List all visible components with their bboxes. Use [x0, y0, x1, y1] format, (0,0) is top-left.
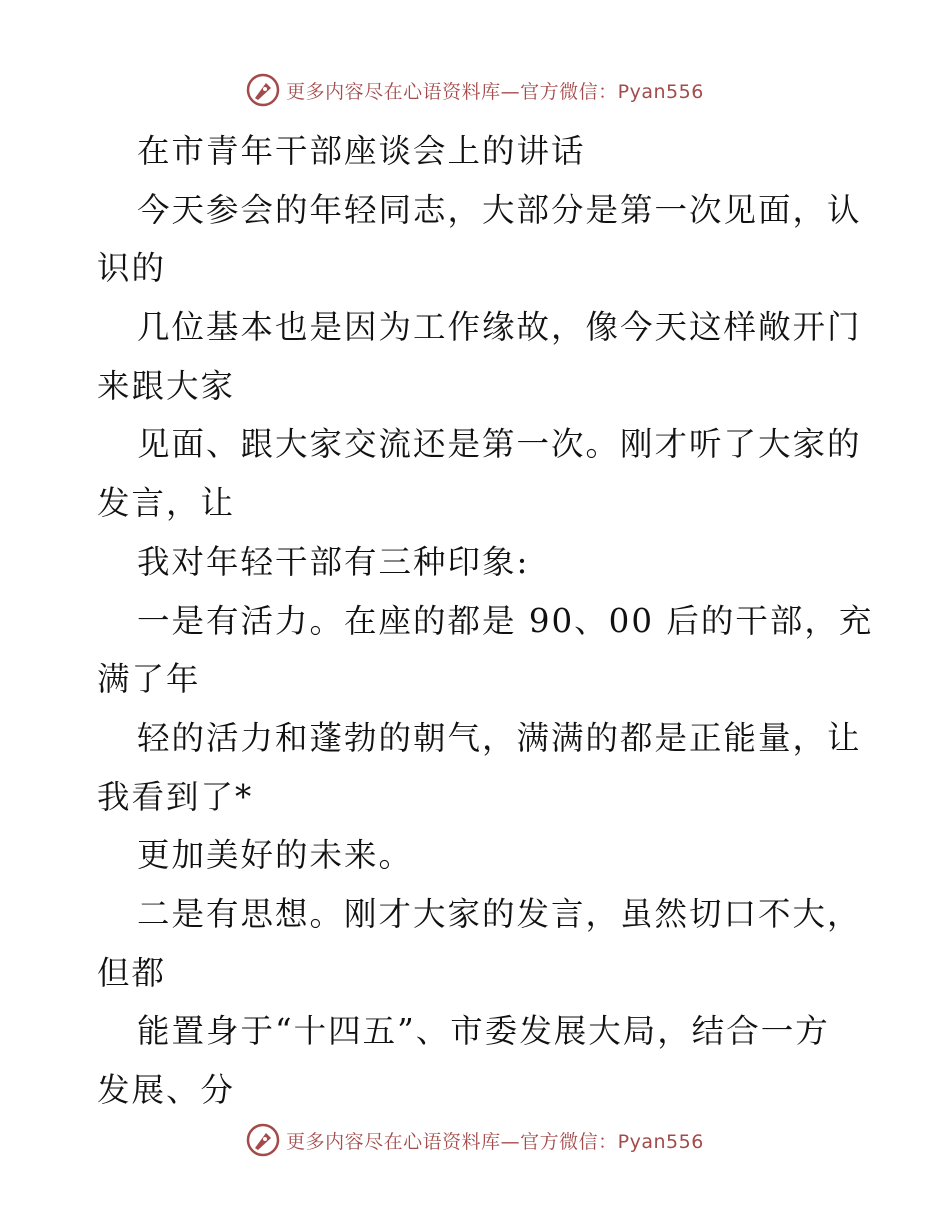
pen-nib-logo-icon: [246, 73, 280, 107]
pen-nib-logo-icon: [246, 1123, 280, 1157]
paragraph-line: 我看到了*: [97, 777, 254, 816]
paragraph-line: 更加美好的未来。: [137, 836, 414, 875]
paragraph-line: 见面、跟大家交流还是第一次。刚才听了大家的: [137, 425, 862, 464]
paragraph-line: 识的: [97, 249, 167, 288]
paragraph-line: 但都: [97, 953, 167, 992]
paragraph-line: 轻的活力和蓬勃的朝气，满满的都是正能量，让: [137, 718, 862, 757]
watermark-text: 更多内容尽在心语资料库—官方微信：Pyan556: [286, 80, 704, 103]
paragraph-line: 今天参会的年轻同志，大部分是第一次见面，认: [137, 190, 862, 229]
doc-title: 在市青年干部座谈会上的讲话: [137, 132, 586, 170]
paragraph-line: 发展、分: [97, 1071, 236, 1109]
paragraph-line: 二是有思想。刚才大家的发言，虽然切口不大，: [137, 894, 862, 933]
document-body: [97, 122, 874, 1120]
paragraph-line: 发言，让: [97, 484, 236, 523]
header-watermark: [0, 70, 950, 110]
paragraph-line: 一是有活力。在座的都是 90、00 后的干部，充: [137, 601, 874, 640]
paragraph-line: 满了年: [97, 660, 201, 699]
paragraph-line: 我对年轻干部有三种印象:: [137, 542, 530, 581]
watermark-text: 更多内容尽在心语资料库—官方微信：Pyan556: [286, 1130, 704, 1153]
paragraph-line: 来跟大家: [97, 366, 236, 405]
footer-watermark: [0, 1120, 950, 1160]
paragraph-line: 能置身于“十四五”、市委发展大局，结合一方: [137, 1012, 830, 1051]
paragraph-line: 几位基本也是因为工作缘故，像今天这样敞开门: [137, 308, 862, 347]
